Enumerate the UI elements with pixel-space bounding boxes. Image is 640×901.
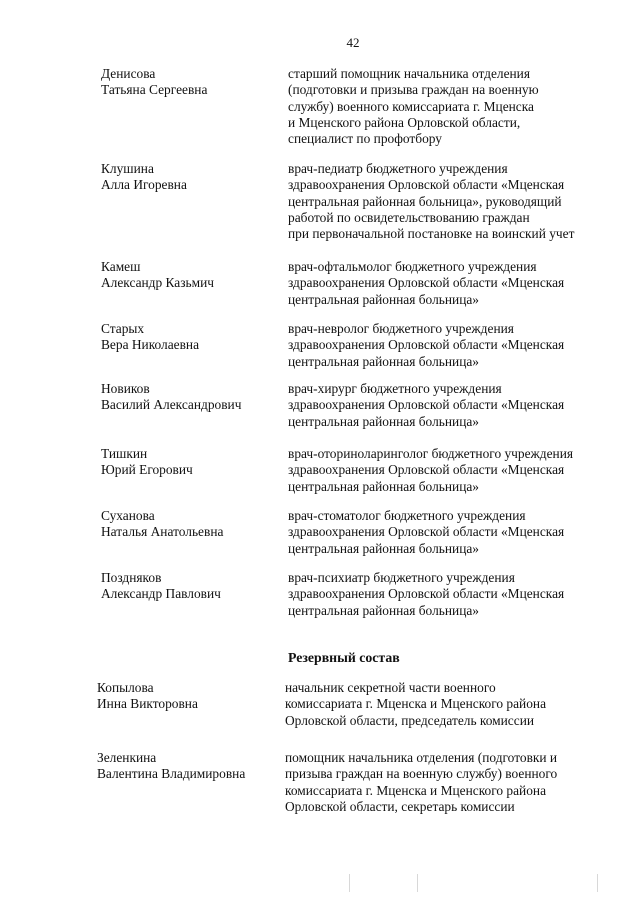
member-name-line: Старых [101,321,145,336]
member-name-line: Клушина [101,161,154,176]
member-role [288,508,638,557]
scan-artifact [349,874,350,892]
member-name-line: Тишкин [101,446,148,461]
scan-artifact [597,874,598,892]
member-role-line: врач-педиатр бюджетного учреждения [288,161,508,176]
member-role-line: центральная районная больница» [288,602,479,618]
member-role-line: врач-невролог бюджетного учреждения [288,321,514,336]
member-role [288,321,638,370]
member-role-line: Орловской области, секретарь комиссии [285,798,515,814]
member-name [101,381,281,414]
member-name-line: Александр Казьмич [101,275,215,291]
member-role-line: врач-оториноларинголог бюджетного учреждения [288,446,574,461]
member-role-line: центральная районная больница» [288,478,479,494]
member-name-line: Суханова [101,508,155,523]
member-name-line: Денисова [101,66,156,81]
member-role-line: при первоначальной постановке на воинский учет [288,226,575,242]
member-name [101,508,281,541]
member-role [285,750,635,815]
member-role-line: центральная районная больница» [288,413,479,429]
member-name [101,570,281,603]
member-role-line: призыва граждан на военную службу) военного [285,766,558,782]
member-role-line: комиссариата г. Мценска и Мценского района [285,696,547,712]
member-role-line: здравоохранения Орловской области «Мценская [288,524,565,540]
member-role-line: здравоохранения Орловской области «Мценская [288,275,565,291]
scan-artifact [417,874,418,892]
member-role-line: здравоохранения Орловской области «Мценская [288,586,565,602]
member-role-line: врач-психиатр бюджетного учреждения [288,570,515,585]
member-role-line: врач-офтальмолог бюджетного учреждения [288,259,537,274]
member-name-line: Поздняков [101,570,162,585]
reserve-section-title: Резервный состав [288,650,400,665]
member-role-line: начальник секретной части военного [285,680,496,695]
member-role-line: центральная районная больница» [288,291,479,307]
member-role-line: старший помощник начальника отделения [288,66,531,81]
member-role-line: службу) военного комиссариата г. Мценска [288,98,534,114]
member-role-line: помощник начальника отделения (подготовки и [285,750,558,765]
member-role [288,570,638,619]
member-name-line: Вера Николаевна [101,337,200,353]
member-name [101,321,281,354]
member-role-line: здравоохранения Орловской области «Мценская [288,337,565,353]
member-name [101,446,281,479]
member-role-line: центральная районная больница», руководящий [288,193,562,209]
member-name [101,161,281,194]
member-role-line: и Мценского района Орловской области, [288,114,521,130]
member-role [288,381,638,430]
member-name [97,750,277,783]
member-name-line: Валентина Владимировна [97,766,246,782]
member-role-line: врач-стоматолог бюджетного учреждения [288,508,526,523]
member-name-line: Камеш [101,259,141,274]
member-role-line: врач-хирург бюджетного учреждения [288,381,502,396]
member-name-line: Татьяна Сергеевна [101,82,208,98]
member-name [101,259,281,292]
member-role-line: центральная районная больница» [288,540,479,556]
member-name-line: Александр Павлович [101,586,221,602]
member-role-line: комиссариата г. Мценска и Мценского района [285,782,547,798]
member-name [97,680,277,713]
member-name-line: Зеленкина [97,750,157,765]
member-role-line: (подготовки и призыва граждан на военную [288,82,539,98]
member-name-line: Копылова [97,680,154,695]
member-role-line: работой по освидетельствованию граждан [288,209,530,225]
member-name [101,66,281,99]
member-name-line: Алла Игоревна [101,177,187,193]
member-role-line: здравоохранения Орловской области «Мценская [288,397,565,413]
member-name-line: Наталья Анатольевна [101,524,224,540]
member-role [285,680,635,729]
member-role-line: Орловской области, председатель комиссии [285,712,535,728]
member-name-line: Василий Александрович [101,397,242,413]
member-name-line: Инна Викторовна [97,696,198,712]
member-role-line: центральная районная больница» [288,353,479,369]
member-role-line: здравоохранения Орловской области «Мценская [288,177,565,193]
member-role [288,161,638,242]
member-role-line: специалист по профотбору [288,131,442,147]
member-name-line: Юрий Егорович [101,462,193,478]
member-name-line: Новиков [101,381,150,396]
page-number: 42 [346,35,360,50]
member-role-line: здравоохранения Орловской области «Мценская [288,462,565,478]
member-role [288,66,638,147]
member-role [288,259,638,308]
member-role [288,446,638,495]
